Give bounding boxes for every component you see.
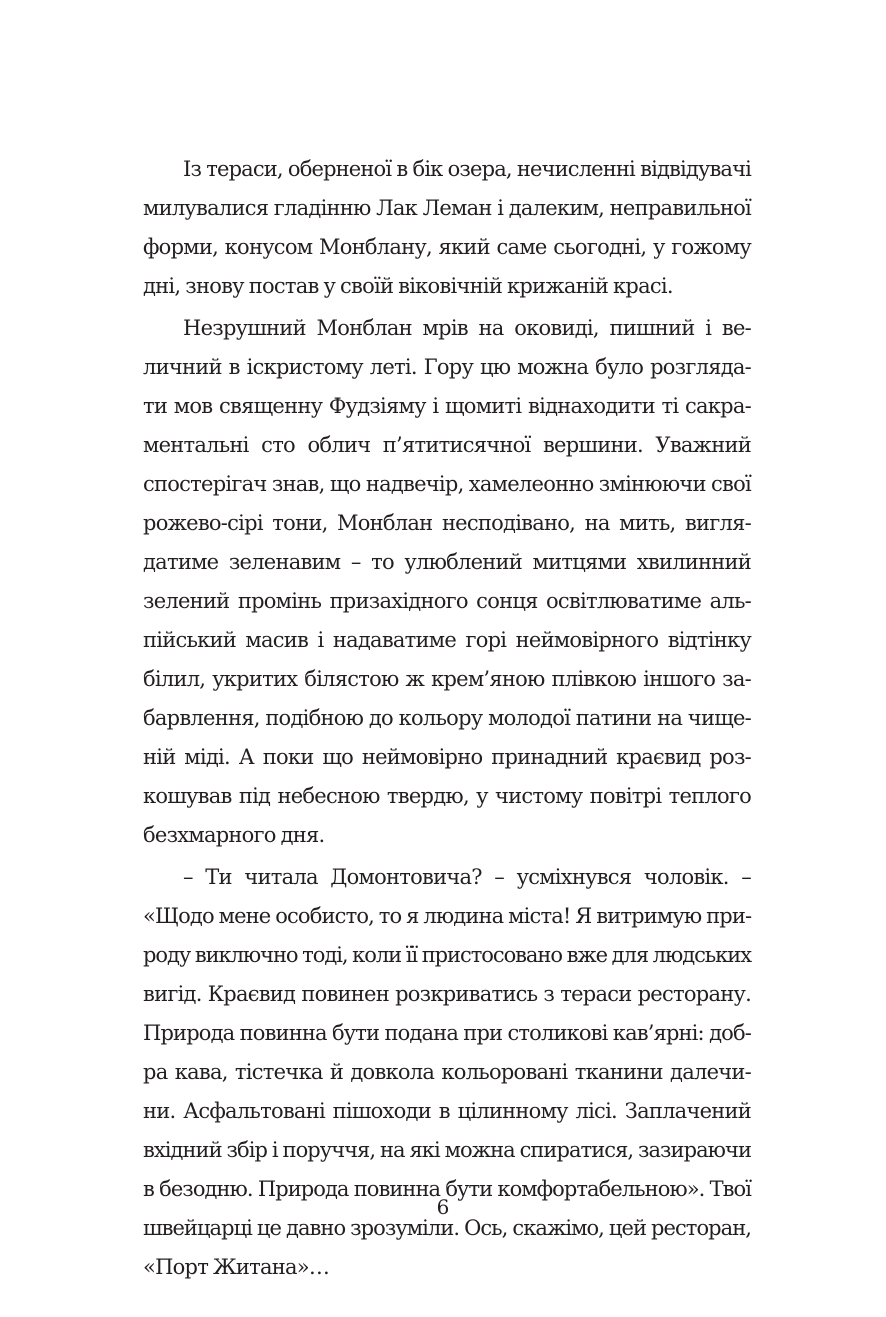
text-line: датиме зеленавим – то улюблений митцями хвилинний <box>143 550 751 574</box>
text-line: «Порт Житана»… <box>143 1255 330 1279</box>
text-line: ра кава, тістечка й довкола кольоровані тканини далечи- <box>143 1060 751 1084</box>
text-line: – Ти читала Домонтовича? – усміхнувся чоловік. – <box>183 865 751 889</box>
text-line: безхмарного дня. <box>143 823 325 847</box>
text-line: Незрушний Монблан мрів на оковиді, пишний і ве- <box>183 316 751 340</box>
page-number: 6 <box>436 1195 450 1219</box>
text-line: ти мов священну Фудзіяму і щомиті віднаходити ті сакра- <box>143 394 751 418</box>
text-line: личний в іскристому леті. Гору цю можна було розгляда- <box>143 355 751 379</box>
text-line: рожево-сірі тони, Монблан несподівано, на мить, вигля- <box>143 511 751 535</box>
text-line: дні, знову постав у своїй віковічній крижаній красі. <box>143 274 673 298</box>
text-line: форми, конусом Монблану, який саме сьогодні, у гожому <box>143 235 751 259</box>
text-line: зелений промінь призахідного сонця освітлюватиме аль- <box>143 589 751 613</box>
text-line: білил, укритих білястою ж крем’яною плівкою іншого за- <box>143 667 751 691</box>
text-line: вигід. Краєвид повинен розкриватись з тераси ресторану. <box>143 982 751 1006</box>
text-line: вхідний збір і поруччя, на які можна спиратися, зазираючи <box>143 1138 751 1162</box>
text-line: ментальні сто облич п’ятитисячної вершини. Уважний <box>143 433 751 457</box>
text-line: кошував під небесною твердю, у чистому повітрі теплого <box>143 784 751 808</box>
text-line: милувалися гладінню Лак Леман і далеким, неправильної <box>143 196 751 220</box>
text-line: в безодню. Природа повинна бути комфортабельною». Твої <box>143 1177 751 1201</box>
text-line: «Щодо мене особисто, то я людина міста! Я витримую при- <box>143 904 752 928</box>
text-line: ній міді. А поки що неймовірно принадний краєвид роз- <box>143 745 751 769</box>
text-line: ни. Асфальтовані пішоходи в цілинному лісі. Заплачений <box>143 1099 751 1123</box>
body-text <box>143 150 751 1287</box>
text-line: Природа повинна бути подана при столикові кав’ярні: доб- <box>143 1021 751 1045</box>
text-line: пійський масив і надаватиме горі неймовірного відтінку <box>143 628 751 652</box>
text-line: барвлення, подібною до кольору молодої патини на чище- <box>143 706 751 730</box>
text-line: Із тераси, оберненої в бік озера, нечисленні відвідувачі <box>183 157 751 181</box>
text-line: спостерігач знав, що надвечір, хамелеонно змінюючи свої <box>143 472 751 496</box>
text-line: роду виключно тоді, коли її пристосовано вже для людських <box>143 943 751 967</box>
text-line: швейцарці це давно зрозуміли. Ось, скажімо, цей ресторан, <box>143 1216 751 1240</box>
